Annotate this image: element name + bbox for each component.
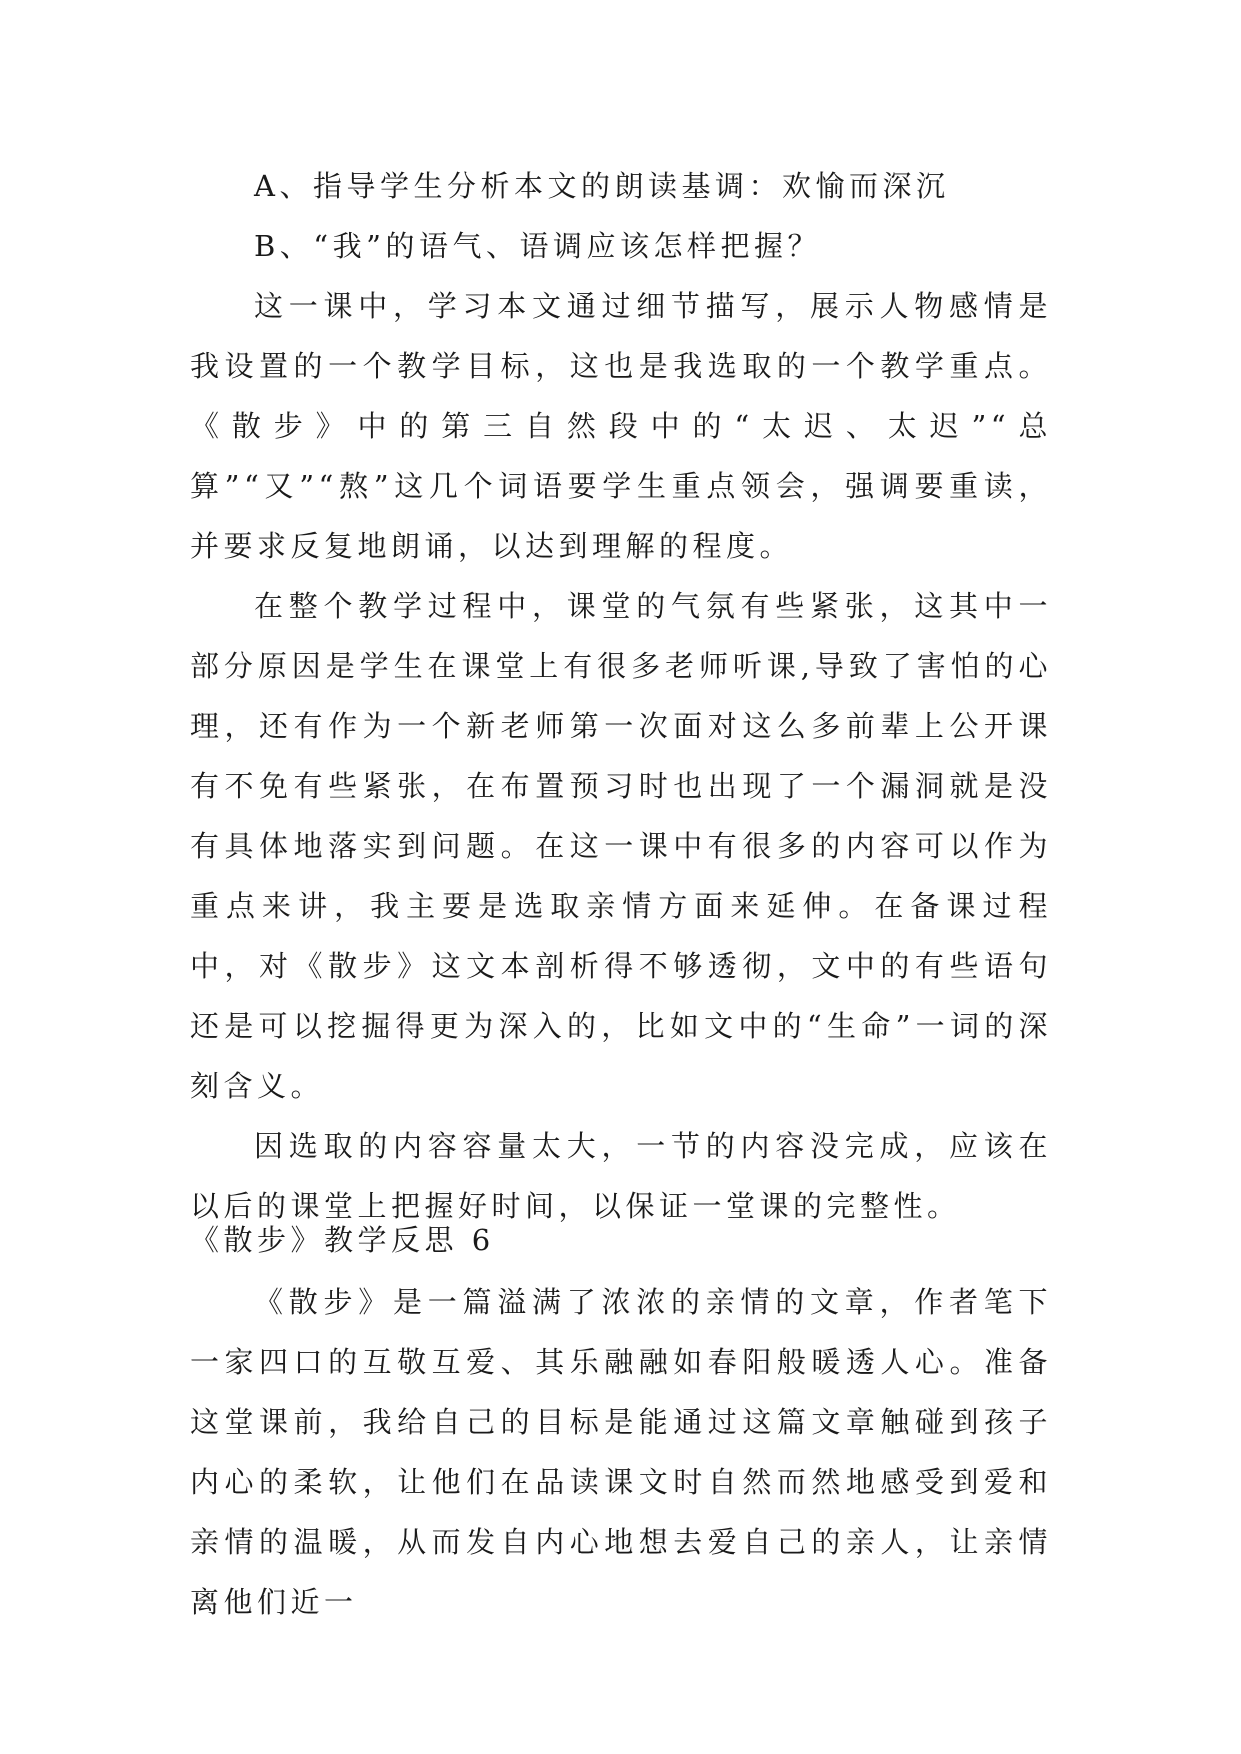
list-item-b: B、“我”的语气、语调应该怎样把握？ — [254, 229, 821, 263]
section-paragraph-1: 《散步》是一篇溢满了浓浓的亲情的文章，作者笔下一家四口的互敬互爱、其乐融融如春阳般暖透人心。准备这堂课前，我给自己的目标是能通过这篇文章触碰到孩子内心的柔软，让他们在品读课文时自然而然地感受到爱和亲情的温暖，从而发自内心地想去爱自己的亲人，让亲情离他们近一 — [190, 1285, 1052, 1619]
paragraph-2: 在整个教学过程中，课堂的气氛有些紧张，这其中一部分原因是学生在课堂上有很多老师听课,导致了害怕的心理，还有作为一个新老师第一次面对这么多前辈上公开课有不免有些紧张，在布置预习时也出现了一个漏洞就是没有具体地落实到问题。在这一课中有很多的内容可以作为重点来讲，我主要是选取亲情方面来延伸。在备课过程中，对《散步》这文本剖析得不够透彻，文中的有些语句还是可以挖掘得更为深入的，比如文中的“生命”一词的深刻含义。 — [190, 589, 1052, 1103]
body-text-top — [190, 156, 1052, 1236]
section-6 — [190, 1208, 1052, 1632]
section-title: 《散步》教学反思 6 — [190, 1223, 495, 1257]
paragraph-1: 这一课中，学习本文通过细节描写，展示人物感情是我设置的一个教学目标，这也是我选取的一个教学重点。《散步》中的第三自然段中的“太迟、太迟”“总算”“又”“熬”这几个词语要学生重点领会，强调要重读，并要求反复地朗诵，以达到理解的程度。 — [190, 289, 1052, 563]
list-item-a: A、指导学生分析本文的朗读基调：欢愉而深沉 — [254, 169, 950, 203]
paragraph-3: 因选取的内容容量太大，一节的内容没完成，应该在以后的课堂上把握好时间，以保证一堂课的完整性。 — [190, 1129, 1052, 1223]
